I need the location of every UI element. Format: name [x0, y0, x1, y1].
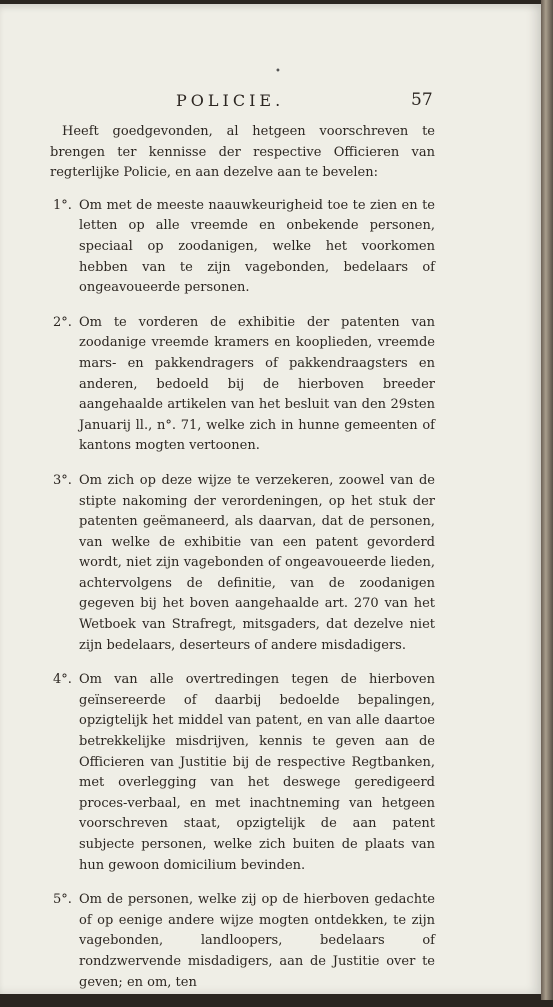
item-number: 5°. — [53, 892, 72, 908]
item-text: Om de personen, welke zij op de hierboven gedachte of op eenige andere wijze mogten ontdekken, te zijn vagebonden, landloopers, bedelaars of rondzwervende misdadigers, aan de Justitie over te geven; en om, ten — [79, 892, 435, 990]
item-number: 3°. — [53, 472, 72, 488]
running-title: POLICIE. — [176, 91, 285, 110]
list-item — [50, 670, 435, 876]
body-text — [50, 122, 435, 1007]
item-text: Om te vorderen de exhibitie der patenten van zoodanige vreemde kramers en kooplieden, vreemde mars- en pakkendragers of pakkendraagsters en anderen, bedoeld bij de hierboven breeder aangehaalde artikelen van het besluit van den 29sten Januarij ll., n°. 71, welke zich in hunne gemeenten of kantons mogten vertoonen. — [79, 314, 435, 454]
item-number: 2°. — [53, 314, 72, 330]
list-item — [50, 471, 435, 656]
intro-paragraph: Heeft goedgevonden, al hetgeen voorschreven te brengen ter kennisse der respective Officieren van regterlijke Policie, en aan dezelve aan te bevelen: — [50, 124, 435, 181]
book-page — [0, 4, 541, 994]
item-text: Om van alle overtredingen tegen de hierboven geïnsereerde of daarbij bedoelde bepalingen, opzigtelijk het middel van patent, en van alle daartoe betrekkelijke misdrijven, kennis te geven aan de Officieren van Justitie bij de respective Regtbanken, met overlegging van het deswege geredigeerd proces-verbaal, en met inachtneming van hetgeen voorschreven staat, opzigtelijk de aan patent subjecte personen, welke zich buiten de plaats van hun gewoon domicilium bevinden. — [79, 672, 435, 873]
item-text: Om zich op deze wijze te verzekeren, zoowel van de stipte nakoming der verordeningen, op het stuk der patenten geëmaneerd, als daarvan, dat de personen, van welke de exhibitie van een patent gevorderd wordt, niet zijn vagebonden of ongeavoueerde lieden, achtervolgens de definitie, van de zoodanigen gegeven bij het boven aangehaalde art. 270 van het Wetboek van Strafregt, mitsgaders, dat dezelve niet zijn bedelaars, deserteurs of andere misdadigers. — [79, 472, 435, 653]
page-number: 57 — [411, 90, 433, 110]
item-number: 1°. — [53, 197, 72, 213]
list-item — [50, 890, 435, 993]
item-number: 4°. — [53, 672, 72, 688]
list-item — [50, 196, 435, 299]
item-text: Om met de meeste naauwkeurigheid toe te zien en te letten op alle vreemde en onbekende personen, speciaal op zoodanigen, welke het voorkomen hebben van te zijn vagebonden, bedelaars of ongeavoueerde personen. — [79, 197, 435, 296]
page-edge — [541, 0, 553, 1000]
list-item — [50, 313, 435, 457]
printer-mark: • — [275, 66, 281, 77]
